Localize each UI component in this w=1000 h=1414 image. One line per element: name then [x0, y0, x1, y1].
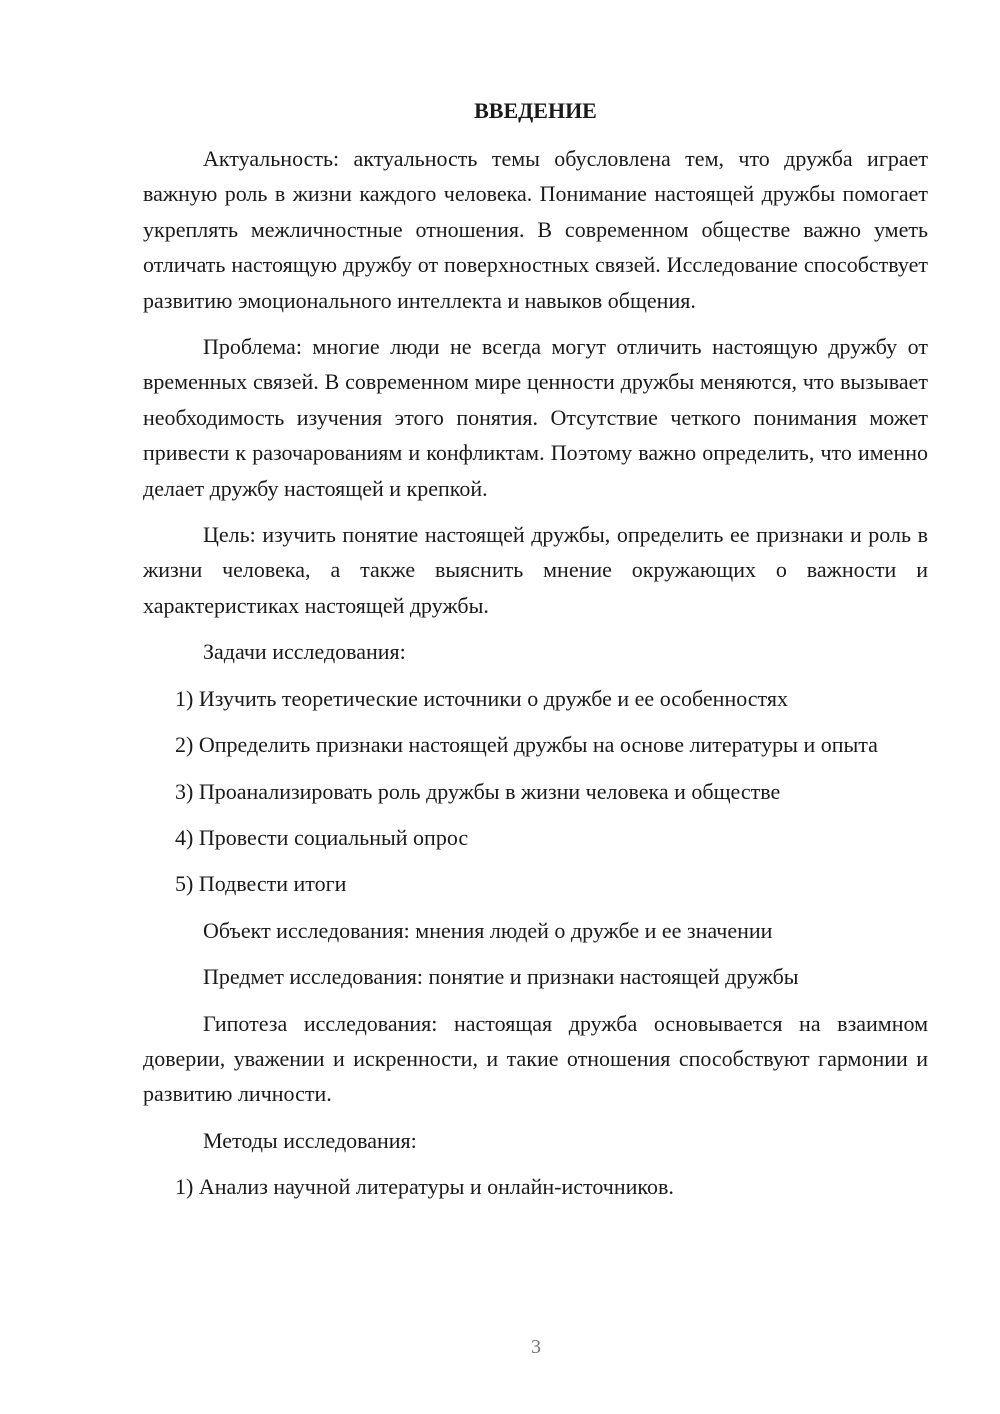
problem-paragraph: Проблема: многие люди не всегда могут отличить настоящую дружбу от временных связей. В современном мире ценности дружбы меняются, что вызывает необходимость изучения этого понятия. Отсутствие четкого понимания может привести к разочарованиям и конфликтам. Поэтому важно определить, что именно делает дружбу настоящей и крепкой. [143, 334, 928, 501]
object-paragraph: Объект исследования: мнения людей о дружбе и ее значении [203, 917, 773, 943]
page-content [143, 96, 928, 1216]
subject-paragraph: Предмет исследования: понятие и признаки настоящей дружбы [203, 964, 799, 990]
section-title: ВВЕДЕНИЕ [474, 98, 597, 123]
task-item-3: 3) Проанализировать роль дружбы в жизни человека и обществе [175, 778, 781, 804]
method-item-1: 1) Анализ научной литературы и онлайн-источников. [175, 1174, 674, 1200]
task-item-5: 5) Подвести итоги [175, 871, 347, 897]
relevance-paragraph: Актуальность: актуальность темы обусловлена тем, что дружба играет важную роль в жизни каждого человека. Понимание настоящей дружбы помогает укреплять межличностные отношения. В современном обществе важно уметь отличать настоящую дружбу от поверхностных связей. Исследование способствует развитию эмоционального интеллекта и навыков общения. [143, 146, 928, 313]
task-item-4: 4) Провести социальный опрос [175, 824, 469, 850]
goal-paragraph: Цель: изучить понятие настоящей дружбы, определить ее признаки и роль в жизни человека, а также выяснить мнение окружающих о важности и характеристиках настоящей дружбы. [143, 522, 928, 618]
tasks-heading: Задачи исследования: [203, 639, 406, 665]
hypothesis-paragraph: Гипотеза исследования: настоящая дружба основывается на взаимном доверии, уважении и искренности, и такие отношения способствуют гармонии и развитию личности. [143, 1010, 928, 1107]
task-item-1: 1) Изучить теоретические источники о дружбе и ее особенностях [175, 685, 788, 711]
page-number: 3 [531, 1336, 541, 1358]
task-item-2: 2) Определить признаки настоящей дружбы на основе литературы и опыта [175, 732, 878, 758]
methods-heading: Методы исследования: [203, 1127, 417, 1153]
